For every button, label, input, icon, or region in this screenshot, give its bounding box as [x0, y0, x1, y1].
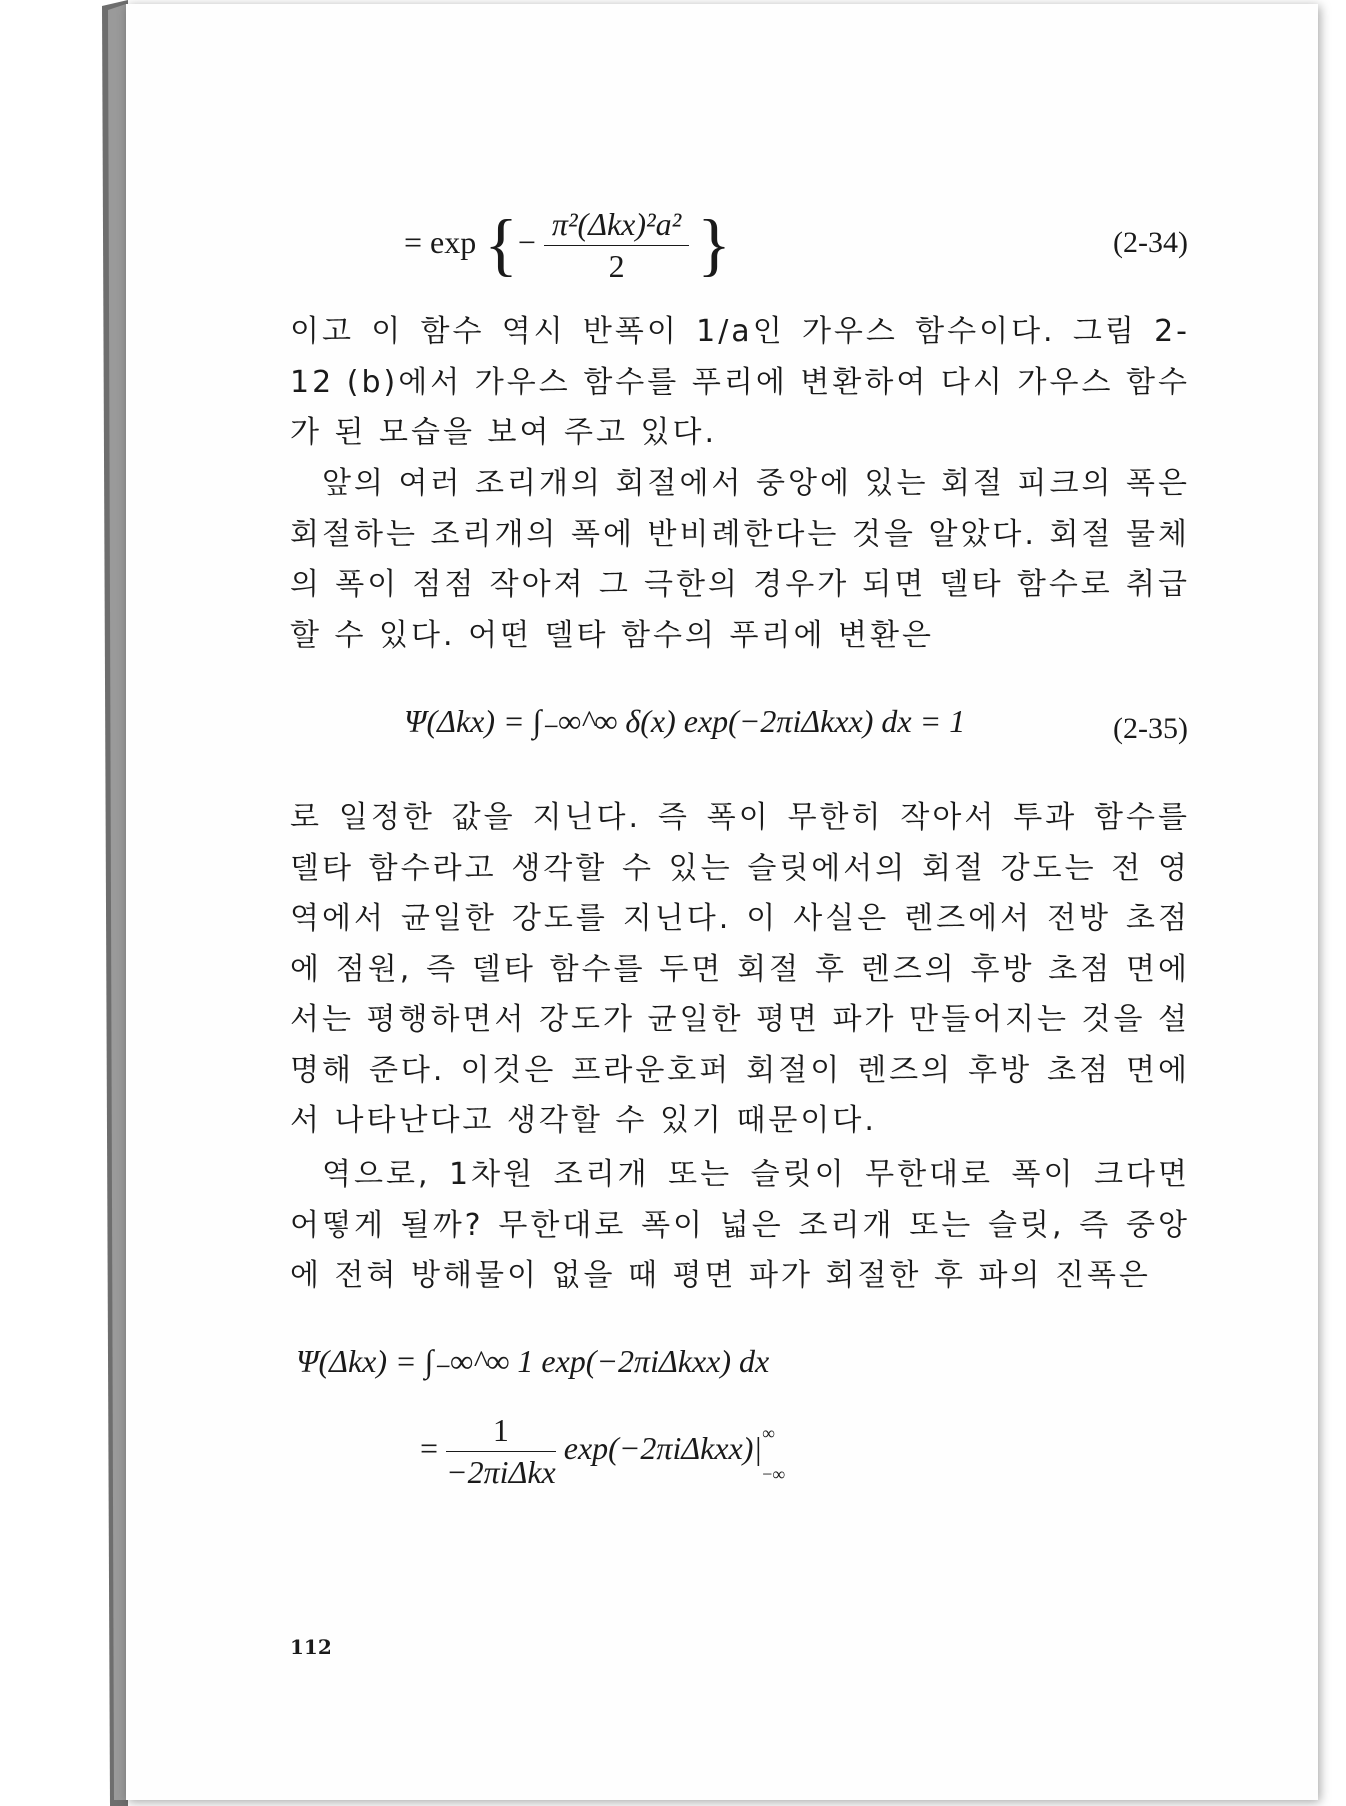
paragraph-3: 로 일정한 값을 지닌다. 즉 폭이 무한히 작아서 투과 함수를 델타 함수라고 생각할 수 있는 슬릿에서의 회절 강도는 전 영역에서 균일한 강도를 지닌다. 이 사실은 렌즈에서 전방 초점에 점원, 즉 델타 함수를 두면 회절 후 렌즈의 후방 초점 면에서는 평행하면서 강도가 균일한 평면 파가 만들어지는 것을 설명해 준다. 이것은 프라운호퍼 회절이 렌즈의 후방 초점 면에서 나타난다고 생각할 수 있기 때문이다. [290, 800, 1190, 1138]
eq-final-tail: exp(−2πiΔkxx)| [563, 1429, 763, 1466]
equation-final-line-2: = $\frac{1}{\text{−2πiΔkx}}$ exp(−2πiΔkxx)| ∞ −∞ [420, 1412, 802, 1491]
eq-final-denominator: −2πiΔkx [446, 1454, 556, 1490]
eq-2-34-fraction [544, 206, 689, 285]
eq-2-34-prefix: = exp [404, 223, 477, 260]
eq-final-line-1-text: Ψ(Δkx) = ∫₋∞^∞ 1 exp(−2πiΔkxx) dx [296, 1343, 770, 1379]
eval-limits: ∞ −∞ [762, 1422, 786, 1484]
eq-2-34-numerator: π²(Δkx)²a² [544, 206, 689, 246]
equation-2-34: = exp {− $\frac{\text{π²(Δkx)²a²}}{2}$ } [404, 206, 731, 284]
eq-2-34-denominator: 2 [608, 248, 625, 284]
eq-final-numerator: 1 [446, 1412, 556, 1452]
equation-final-line-1 [296, 1342, 769, 1380]
paragraph-2: 앞의 여러 조리개의 회절에서 중앙에 있는 회절 피크의 폭은 회절하는 조리개의 폭에 반비례한다는 것을 알았다. 회절 물체의 폭이 점점 작아져 그 극한의 경우가 되면 델타 함수로 취급할 수 있다. 어떤 델타 함수의 푸리에 변환은 [290, 466, 1190, 653]
eq-final-fraction [446, 1412, 556, 1491]
paragraph-4: 역으로, 1차원 조리개 또는 슬릿이 무한대로 폭이 크다면 어떻게 될까? 무한대로 폭이 넓은 조리개 또는 슬릿, 즉 중앙에 전혀 방해물이 없을 때 평면 파가 회절한 후 파의 진폭은 [290, 1157, 1190, 1293]
left-brace: { [484, 206, 518, 284]
equation-number-2-35: (2-35) [1113, 712, 1188, 745]
equation-2-35 [404, 702, 965, 740]
page-number: 112 [290, 1635, 332, 1659]
eq-2-35-body: Ψ(Δkx) = ∫₋∞^∞ δ(x) exp(−2πiΔkxx) dx = 1 [404, 703, 966, 739]
right-brace: } [697, 206, 731, 284]
equation-number-2-34: (2-34) [1113, 226, 1188, 259]
paragraph-1: 이고 이 함수 역시 반폭이 1/a인 가우스 함수이다. 그림 2-12 (b)에서 가우스 함수를 푸리에 변환하여 다시 가우스 함수가 된 모습을 보여 주고 있다. [290, 314, 1190, 450]
